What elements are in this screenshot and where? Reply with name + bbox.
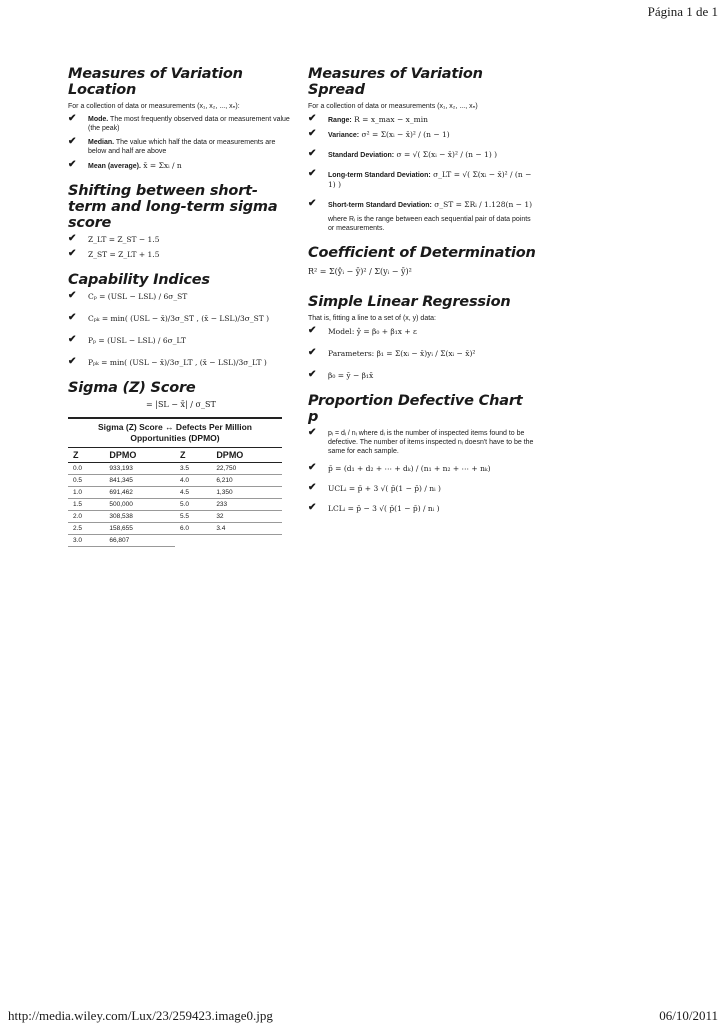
list-item: ✔ Mode. The most frequently observed data or measurement value (the peak) <box>68 113 290 132</box>
checkmark-icon: ✔ <box>68 312 77 323</box>
range-note: where Rᵢ is the range between each sequential pair of data points or measurements. <box>328 216 531 232</box>
list-item: ✔ Pₚ = (USL − LSL) / 6σ_LT <box>68 334 186 345</box>
section-location <box>68 66 290 171</box>
list-item: ✔ pᵢ = dᵢ / nᵢ where dᵢ is the number of inspected items found to be defective. The number of items inspected nᵢ doesn't have to be the same for each sample. <box>308 427 534 455</box>
checkmark-icon: ✔ <box>68 248 77 259</box>
checkmark-icon: ✔ <box>68 334 77 345</box>
section-intro: For a collection of data or measurements (x₁, x₂, ..., xₙ): <box>68 103 240 110</box>
list-item: ✔ Variance: σ² = Σ(xᵢ − x̄)² / (n − 1) <box>308 128 450 139</box>
list-item: ✔ Short-term Standard Deviation: σ_ST = ΣRᵢ / 1.128(n − 1) <box>308 198 533 209</box>
section-determination <box>308 245 536 276</box>
table-row: 1.5 500,000 5.0 233 <box>68 499 282 511</box>
determination-formula: R² = Σ(ŷᵢ − ȳ)² / Σ(yᵢ − ȳ)² <box>308 267 412 276</box>
checkmark-icon: ✔ <box>308 482 317 493</box>
checkmark-icon: ✔ <box>308 148 317 159</box>
table-header: Z <box>68 448 104 463</box>
table-row: 0.5 841,345 4.0 6,210 <box>68 475 282 487</box>
section-shifting <box>68 183 290 260</box>
section-title: Sigma (Z) Score <box>68 380 196 396</box>
table-row: 2.0 308,538 5.5 32 <box>68 511 282 523</box>
list-item: ✔ Mean (average). x̄ = Σxᵢ / n <box>68 159 182 170</box>
list-item: ✔ β₀ = ȳ − β₁x̄ <box>308 369 374 380</box>
list-item: ✔ Z_LT = Z_ST − 1.5 <box>68 233 160 244</box>
table-row: 1.0 691,462 4.5 1,350 <box>68 487 282 499</box>
table-row: 3.0 66,807 <box>68 535 282 547</box>
list-item: ✔ Cₚ = (USL − LSL) / 6σ_ST <box>68 290 188 301</box>
checkmark-icon: ✔ <box>68 233 77 244</box>
checkmark-icon: ✔ <box>68 356 77 367</box>
checkmark-icon: ✔ <box>308 168 317 179</box>
section-title: Shifting between short-term and long-term sigma score <box>68 183 278 231</box>
section-sigma <box>68 380 290 547</box>
section-regression <box>308 294 536 381</box>
section-title: Measures of Variation Spread <box>308 66 483 98</box>
list-item: ✔ Standard Deviation: σ = √( Σ(xᵢ − x̄)² / (n − 1) ) <box>308 148 498 159</box>
footer-date: 06/10/2011 <box>659 1008 718 1023</box>
table-header: Z <box>175 448 211 463</box>
left-column <box>68 66 290 559</box>
section-pchart <box>308 393 536 514</box>
section-title: Coefficient of Determination <box>308 245 536 261</box>
table-header: DPMO <box>104 448 175 463</box>
section-intro: That is, fitting a line to a set of (x, y) data: <box>308 315 437 322</box>
checkmark-icon: ✔ <box>308 462 317 473</box>
checkmark-icon: ✔ <box>68 290 77 301</box>
table-row: 2.5 158,655 6.0 3.4 <box>68 523 282 535</box>
table-header: DPMO <box>211 448 282 463</box>
checkmark-icon: ✔ <box>308 113 317 124</box>
checkmark-icon: ✔ <box>68 136 77 147</box>
sigma-formula: = |SL − x̄| / σ_ST <box>146 400 216 409</box>
list-item: ✔ Range: R = x_max − x_min <box>308 113 428 124</box>
section-title: Proportion Defective Chart p <box>308 393 523 425</box>
list-item: ✔ LCLᵢ = p̄ − 3 √( p̄(1 − p̄) / nᵢ ) <box>308 502 440 513</box>
section-spread <box>308 66 536 233</box>
section-intro: For a collection of data or measurements (x₁, x₂, ..., xₙ) <box>308 103 478 110</box>
table-row: 0.0 933,193 3.5 22,750 <box>68 463 282 475</box>
checkmark-icon: ✔ <box>68 159 77 170</box>
list-item: ✔ Median. The value which half the data or measurements are below and half are above <box>68 136 276 155</box>
list-item: ✔ Long-term Standard Deviation: σ_LT = √( Σ(xᵢ − x̄)² / (n − 1) ) <box>308 168 532 189</box>
section-title: Simple Linear Regression <box>308 294 511 310</box>
table-caption: Sigma (Z) Score ↔ Defects Per Million Opportunities (DPMO) <box>68 418 282 448</box>
checkmark-icon: ✔ <box>308 369 317 380</box>
checkmark-icon: ✔ <box>308 502 317 513</box>
list-item: ✔ Parameters: β₁ = Σ(xᵢ − x̄)yᵢ / Σ(xᵢ − x̄)² <box>308 347 476 358</box>
section-capability <box>68 272 290 368</box>
section-title: Capability Indices <box>68 272 210 288</box>
checkmark-icon: ✔ <box>308 347 317 358</box>
list-item: ✔ p̄ = (d₁ + d₂ + ⋯ + dₖ) / (n₁ + n₂ + ⋯ + nₖ) <box>308 462 491 473</box>
dpmo-table <box>68 417 282 547</box>
checkmark-icon: ✔ <box>308 325 317 336</box>
list-item: ✔ Cₚₖ = min( (USL − x̄)/3σ_ST , (x̄ − LSL)/3σ_ST ) <box>68 312 270 323</box>
checkmark-icon: ✔ <box>68 113 77 124</box>
page-header: Página 1 de 1 <box>647 4 718 19</box>
checkmark-icon: ✔ <box>308 198 317 209</box>
section-title: Measures of Variation Location <box>68 66 243 98</box>
checkmark-icon: ✔ <box>308 128 317 139</box>
list-item: ✔ UCLᵢ = p̄ + 3 √( p̄(1 − p̄) / nᵢ ) <box>308 482 441 493</box>
footer-url: http://media.wiley.com/Lux/23/259423.image0.jpg <box>8 1008 273 1023</box>
checkmark-icon: ✔ <box>308 427 317 438</box>
list-item: ✔ Pₚₖ = min( (USL − x̄)/3σ_LT , (x̄ − LSL)/3σ_LT ) <box>68 356 267 367</box>
list-item: ✔ Z_ST = Z_LT + 1.5 <box>68 248 160 259</box>
right-column <box>308 66 536 526</box>
list-item: ✔ Model: ŷ = β₀ + β₁x + ε <box>308 325 417 336</box>
